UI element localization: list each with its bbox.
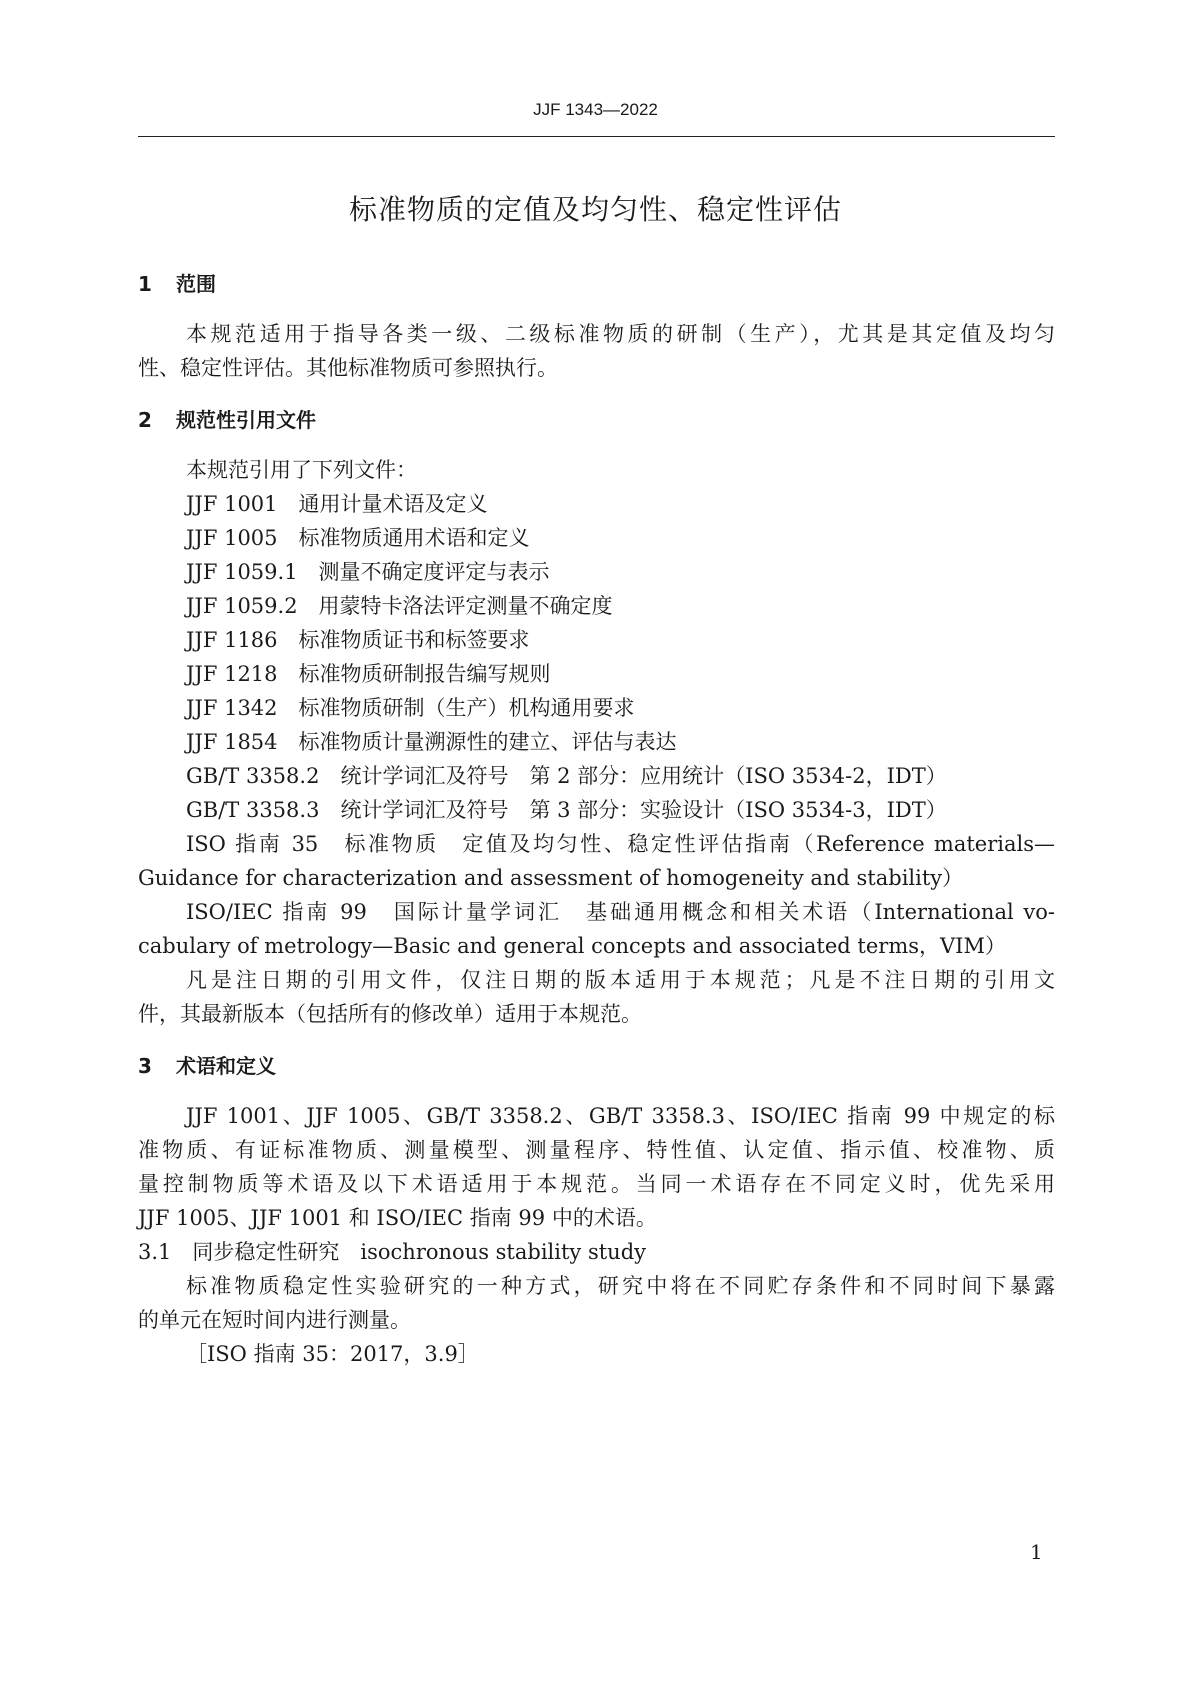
- term-definition: 标准物质稳定性实验研究的一种方式，研究中将在不同贮存条件和不同时间下暴露: [186, 1274, 1055, 1298]
- refs-intro: 本规范引用了下列文件：: [186, 458, 417, 482]
- ref-item: JJF 1001 通用计量术语及定义: [186, 492, 488, 516]
- section-number: 1: [138, 272, 152, 296]
- page-title: 标准物质的定值及均匀性、稳定性评估: [348, 193, 842, 226]
- para-line: JJF 1001、JJF 1005、GB/T 3358.2、GB/T 3358.3、ISO/IEC 指南 99 中规定的标: [186, 1104, 1055, 1128]
- term-source: ［ISO 指南 35：2017，3.9］: [186, 1342, 479, 1366]
- term-heading: 3.1 同步稳定性研究 isochronous stability study: [138, 1240, 646, 1264]
- para-line: 性、稳定性评估。其他标准物质可参照执行。: [138, 356, 558, 380]
- para-line: 量控制物质等术语及以下术语适用于本规范。当同一术语存在不同定义时，优先采用: [138, 1172, 1055, 1196]
- ref-item: ISO 指南 35 标准物质 定值及均匀性、稳定性评估指南（Reference materials—: [186, 832, 1055, 856]
- ref-item: JJF 1342 标准物质研制（生产）机构通用要求: [186, 696, 635, 720]
- ref-item: JJF 1059.1 测量不确定度评定与表示: [186, 560, 550, 584]
- section-title: 术语和定义: [176, 1054, 276, 1078]
- header-code: JJF 1343—2022: [533, 100, 658, 119]
- ref-item-cont: cabulary of metrology—Basic and general concepts and associated terms，VIM）: [138, 934, 1006, 958]
- ref-item: JJF 1005 标准物质通用术语和定义: [186, 526, 530, 550]
- section-number: 2: [138, 408, 152, 432]
- section-number: 3: [138, 1054, 152, 1078]
- section-3-heading: [138, 1050, 276, 1079]
- refs-note-cont: 件，其最新版本（包括所有的修改单）适用于本规范。: [138, 1002, 642, 1026]
- section-1-heading: [138, 268, 216, 297]
- page-number: 1: [1030, 1540, 1043, 1564]
- ref-item: GB/T 3358.2 统计学词汇及符号 第 2 部分：应用统计（ISO 3534-2，IDT）: [186, 764, 947, 788]
- section-2-heading: [138, 404, 316, 433]
- section-title: 范围: [176, 272, 216, 296]
- para-line: 准物质、有证标准物质、测量模型、测量程序、特性值、认定值、指示值、校准物、质: [138, 1138, 1055, 1162]
- ref-item: JJF 1218 标准物质研制报告编写规则: [186, 662, 551, 686]
- ref-item: JJF 1059.2 用蒙特卡洛法评定测量不确定度: [186, 594, 613, 618]
- section-title: 规范性引用文件: [176, 408, 316, 432]
- para-line: 本规范适用于指导各类一级、二级标准物质的研制（生产），尤其是其定值及均匀: [186, 322, 1055, 346]
- header-rule: [138, 136, 1055, 137]
- para-line: JJF 1005、JJF 1001 和 ISO/IEC 指南 99 中的术语。: [138, 1206, 657, 1230]
- ref-item: ISO/IEC 指南 99 国际计量学词汇 基础通用概念和相关术语（International vo-: [186, 900, 1055, 924]
- ref-item: JJF 1854 标准物质计量溯源性的建立、评估与表达: [186, 730, 677, 754]
- ref-item: GB/T 3358.3 统计学词汇及符号 第 3 部分：实验设计（ISO 3534-3，IDT）: [186, 798, 947, 822]
- refs-note: 凡是注日期的引用文件，仅注日期的版本适用于本规范；凡是不注日期的引用文: [186, 968, 1055, 992]
- term-definition-cont: 的单元在短时间内进行测量。: [138, 1308, 411, 1332]
- ref-item-cont: Guidance for characterization and assessment of homogeneity and stability）: [138, 866, 964, 890]
- ref-item: JJF 1186 标准物质证书和标签要求: [186, 628, 530, 652]
